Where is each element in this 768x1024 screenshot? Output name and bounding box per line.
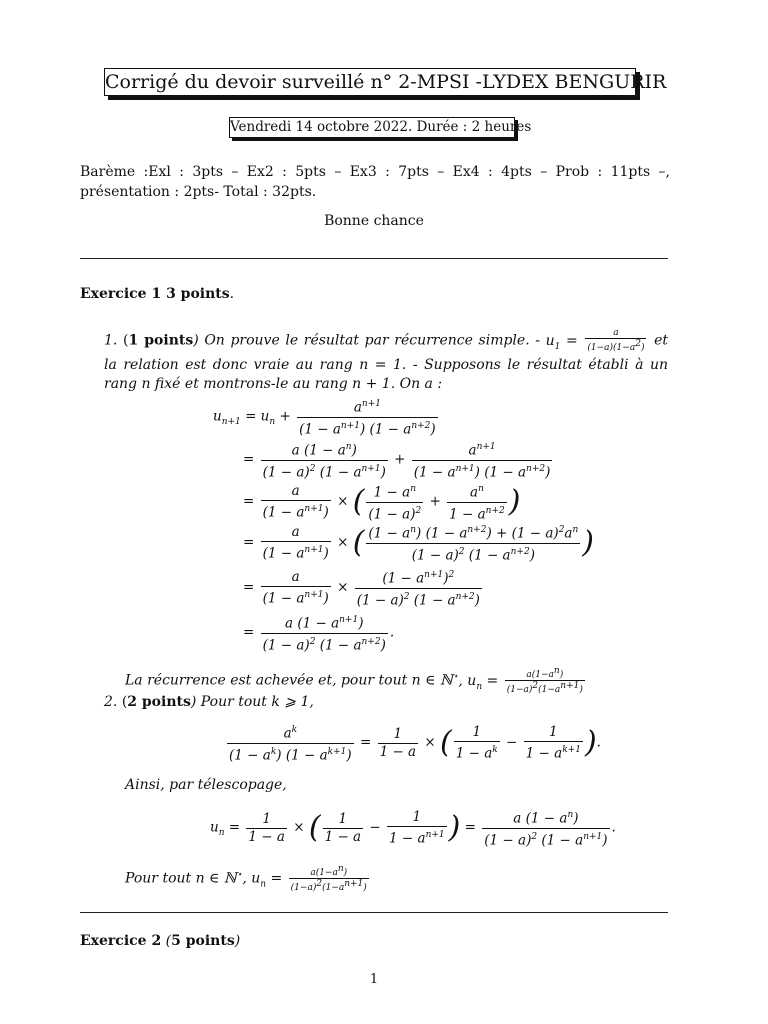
divider (80, 258, 668, 259)
question-2-conclusion: Pour tout n ∈ ℕ⋆, $u_n$ = $\frac{a(1-a^n)}{(1-a)^2(1-a^{n+1})}$ (125, 864, 367, 893)
derivation-line-3: = $\frac{a}{(1 - a^{n+1})}$ × ( $\frac{1 - a^n}{(1 - a)^2}$ + $\frac{a^n}{1 - a^{n+2}}$ ) (243, 482, 521, 522)
exercise-2-heading: Exercice 2 (5 points) (80, 933, 241, 949)
question-2-text: 2. (2 points) Pour tout k ⩾ 1, (104, 694, 314, 710)
exam-date: Vendredi 14 octobre 2022. Durée : 2 heures (229, 117, 515, 138)
derivation-line-6: = $\frac{a (1 - a^{n+1})}{(1 - a)^2 (1 - a^{n+2})}$ . (243, 612, 394, 654)
derivation-line-4: = $\frac{a}{(1 - a^{n+1})}$ × ( $\frac{(1 - a^n) (1 - a^{n+2}) + (1 - a)^2a^n}{(1 - a)^2 (1 - a^{n+2})}$ ) (243, 523, 594, 563)
derivation-line-1: $u_{n+1} = u_n$ + $\frac{a^{n+1}}{(1 - a^{n+1}) (1 - a^{n+2})}$ (213, 396, 440, 438)
exercise-1-heading: Exercice 1 3 points. (80, 286, 235, 302)
document-title: Corrigé du devoir surveillé n° 2-MPSI -LYDEX BENGURIR (104, 68, 636, 96)
telescoping-identity: $\frac{a^k}{(1 - a^k) (1 - a^{k+1})}$ = $\frac{1}{1 - a}$ × ( $\frac{1}{1 - a^k}$ − $\frac{1}{1 - a^{k+1}}$ ). (229, 723, 601, 763)
derivation-line-5: = $\frac{a}{(1 - a^{n+1})}$ × $\frac{(1 - a^{n+1})^2}{(1 - a)^2 (1 - a^{n+2})}$ (243, 568, 480, 608)
greeting: Bonne chance (324, 213, 424, 229)
derivation-line-2: = $\frac{a (1 - a^n)}{(1 - a)^2 (1 - a^{n+1})}$ + $\frac{a^{n+1}}{(1 - a^{n+1}) (1 - a^{n+2})}$ (243, 439, 554, 481)
question-1-conclusion: La récurrence est achevée et, pour tout n ∈ ℕ⋆, $u_n$ = $\frac{a(1-a^n)}{(1-a)^2(1-a^{n+1})}$ (125, 666, 583, 695)
telescoping-result: $u_n$ = $\frac{1}{1 - a}$ × ( $\frac{1}{1 - a}$ − $\frac{1}{1 - a^{n+1}}$ ) = $\frac{a (1 - a^n)}{(1 - a)^2 (1 - a^{n+1})}$ . (210, 808, 616, 848)
telescoping-text: Ainsi, par télescopage, (125, 777, 287, 793)
grading-scale: Barème :Exl : 3pts – Ex2 : 5pts – Ex3 : 7pts – Ex4 : 4pts – Prob : 11pts –, présentation : 2pts- Total : 32pts. (80, 164, 670, 200)
question-1-text: 1. (1 points) On prouve le résultat par récurrence simple. - $u_1$ = $\frac{a}{(1-a)(1-a^2)}$ et la relation est donc vraie au rang n = 1. - Supposons le résultat établi à un rang n fixé et montrons-le au rang n + 1. On a : (104, 328, 668, 393)
page-number: 1 (369, 972, 379, 987)
divider (80, 912, 668, 913)
